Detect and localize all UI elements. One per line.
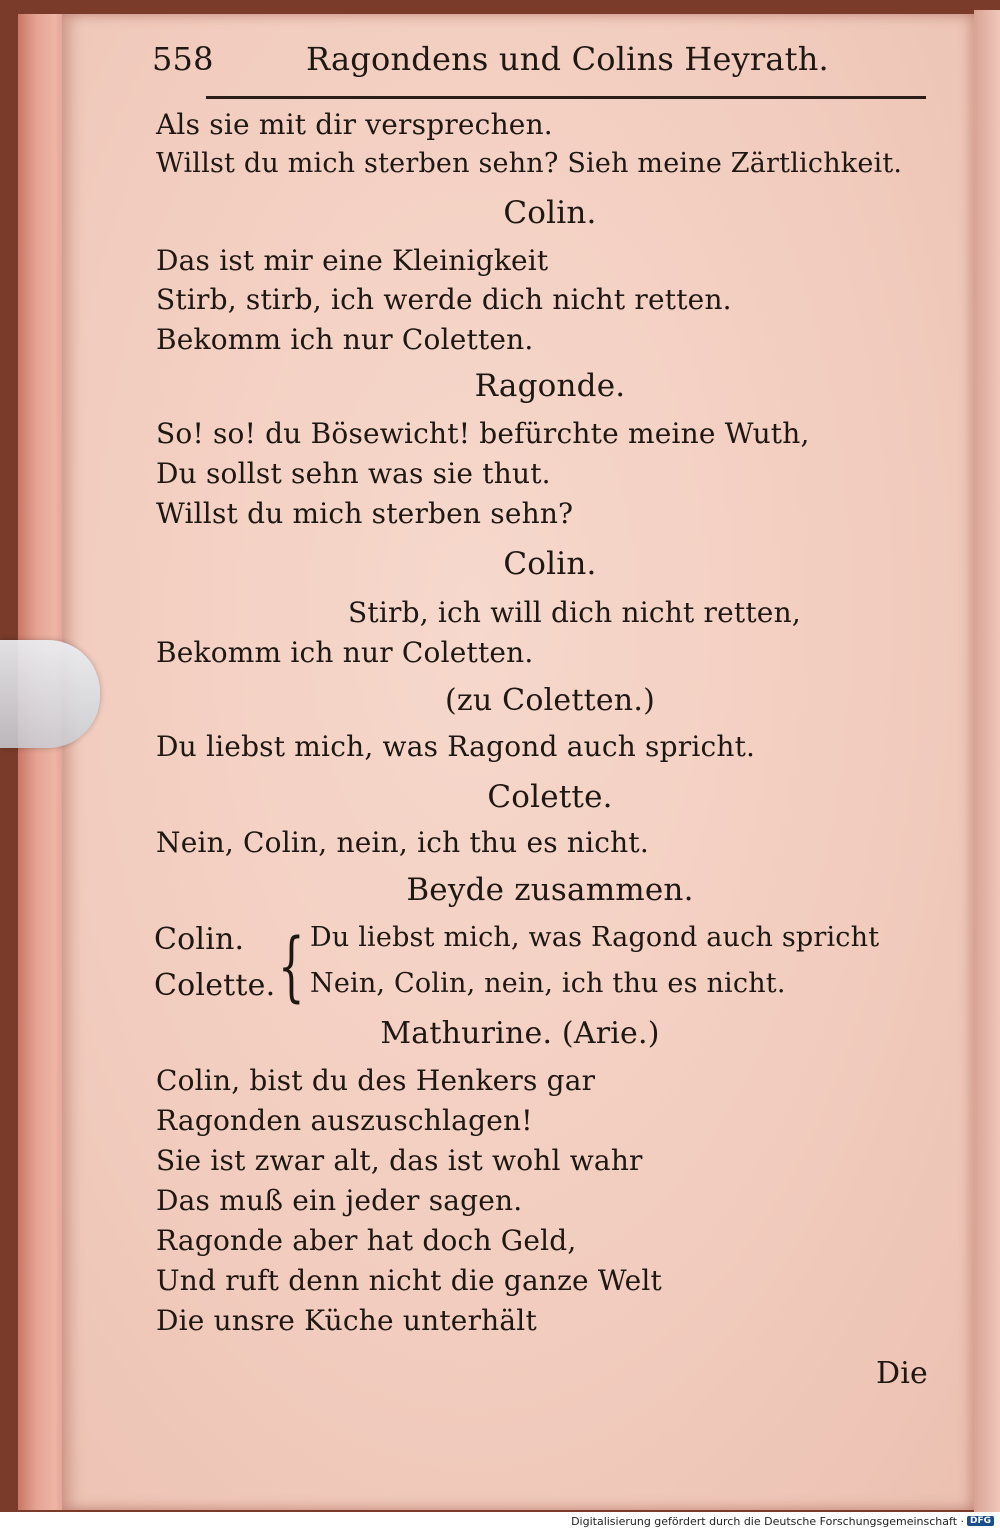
verse-line: Sie ist zwar alt, das ist wohl wahr [156, 1144, 643, 1177]
verse-line: Stirb, stirb, ich werde dich nicht retten. [156, 283, 732, 316]
verse-line: So! so! du Bösewicht! befürchte meine Wuth, [156, 417, 810, 450]
next-page-edge [974, 10, 1000, 1512]
duet-line: Du liebst mich, was Ragond auch spricht [310, 922, 880, 953]
header-rule [206, 96, 926, 99]
page-number: 558 [152, 40, 214, 78]
duet-brace: { [278, 921, 305, 1010]
duet-speaker-colin: Colin. [154, 922, 245, 957]
running-title: Ragondens und Colins Heyrath. [306, 40, 829, 78]
catchword: Die [876, 1356, 929, 1391]
digitization-footer [0, 1512, 1000, 1532]
speaker-heading: Colin. [503, 195, 597, 231]
verse-line: Willst du mich sterben sehn? Sieh meine Zärtlichkeit. [156, 148, 903, 179]
speaker-heading: Mathurine. (Arie.) [380, 1016, 660, 1051]
verse-line: Stirb, ich will dich nicht retten, [348, 596, 801, 629]
verse-line: Willst du mich sterben sehn? [156, 497, 574, 530]
verse-line: Als sie mit dir versprechen. [156, 108, 553, 141]
verse-line: Das ist mir eine Kleinigkeit [156, 244, 549, 277]
dfg-logo: DFG [967, 1516, 994, 1526]
verse-line: Und ruft denn nicht die ganze Welt [156, 1264, 663, 1297]
verse-line: Das muß ein jeder sagen. [156, 1184, 523, 1217]
verse-line: Nein, Colin, nein, ich thu es nicht. [156, 826, 649, 859]
stage-direction: (zu Coletten.) [445, 683, 655, 718]
verse-line: Bekomm ich nur Coletten. [156, 636, 534, 669]
page-marker-tab [0, 640, 100, 748]
verse-line: Bekomm ich nur Coletten. [156, 323, 534, 356]
speaker-heading: Colette. [487, 779, 613, 815]
verse-line: Du sollst sehn was sie thut. [156, 457, 551, 490]
speaker-heading: Colin. [503, 546, 597, 582]
speaker-heading: Ragonde. [474, 368, 626, 404]
duet-line: Nein, Colin, nein, ich thu es nicht. [310, 968, 786, 999]
verse-line: Ragonden auszuschlagen! [156, 1104, 533, 1137]
verse-line: Du liebst mich, was Ragond auch spricht. [156, 730, 756, 763]
duet-speaker-colette: Colette. [154, 968, 276, 1003]
verse-line: Colin, bist du des Henkers gar [156, 1064, 596, 1097]
speaker-heading: Beyde zusammen. [406, 872, 694, 908]
verse-line: Die unsre Küche unterhält [156, 1304, 537, 1337]
footer-credit: Digitalisierung gefördert durch die Deutsche Forschungsgemeinschaft · [571, 1515, 964, 1528]
verse-line: Ragonde aber hat doch Geld, [156, 1224, 577, 1257]
